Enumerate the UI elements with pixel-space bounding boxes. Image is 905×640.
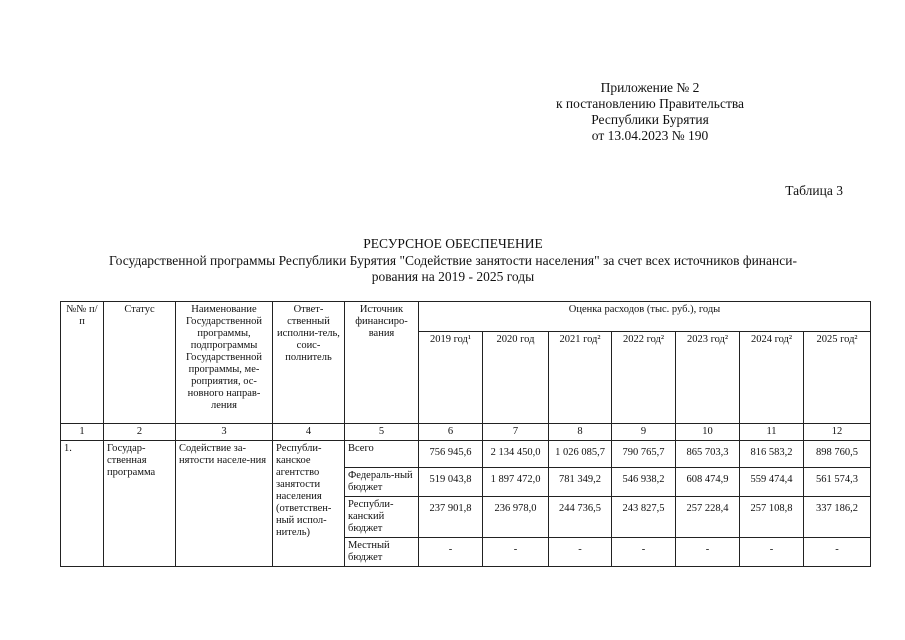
- column-number: 7: [483, 424, 549, 441]
- column-number: 8: [549, 424, 612, 441]
- column-number: 3: [176, 424, 273, 441]
- cell-value: 756 945,6: [419, 441, 483, 468]
- cell-value: 898 760,5: [804, 441, 871, 468]
- row-status: Государ-ственная программа: [104, 441, 176, 567]
- cell-value: 816 583,2: [740, 441, 804, 468]
- row-name: Содействие за-нятости населе-ния: [176, 441, 273, 567]
- cell-value: -: [804, 538, 871, 567]
- appendix-line-2: к постановлению Правительства: [555, 96, 745, 111]
- cell-value: 236 978,0: [483, 497, 549, 538]
- cell-value: 2 134 450,0: [483, 441, 549, 468]
- cell-value: 865 703,3: [676, 441, 740, 468]
- cell-value: -: [549, 538, 612, 567]
- row-source: Всего: [345, 441, 419, 468]
- header-year: 2019 год¹: [419, 332, 483, 424]
- cell-value: 237 901,8: [419, 497, 483, 538]
- row-responsible: Республи-канское агентство занятости населения (ответствен-ный испол-нитель): [273, 441, 345, 567]
- cell-value: 559 474,4: [740, 468, 804, 497]
- cell-value: 337 186,2: [804, 497, 871, 538]
- cell-value: -: [483, 538, 549, 567]
- cell-value: -: [676, 538, 740, 567]
- table-number: Таблица 3: [785, 183, 843, 198]
- header-responsible: Ответ-ственный исполни-тель, соис-полнитель: [273, 302, 345, 424]
- header-year: 2020 год: [483, 332, 549, 424]
- table-row: [61, 441, 871, 468]
- column-number: 5: [345, 424, 419, 441]
- cell-value: 1 897 472,0: [483, 468, 549, 497]
- header-year: 2021 год²: [549, 332, 612, 424]
- title-line-2: Государственной программы Республики Бурятия "Содействие занятости населения" за счет всех источников финанси-: [109, 252, 797, 268]
- title-line-1: РЕСУРСНОЕ ОБЕСПЕЧЕНИЕ: [363, 236, 543, 251]
- cell-value: 257 228,4: [676, 497, 740, 538]
- cell-value: -: [740, 538, 804, 567]
- header-status: Статус: [104, 302, 176, 424]
- header-year: 2023 год²: [676, 332, 740, 424]
- appendix-line-4: от 13.04.2023 № 190: [591, 128, 709, 143]
- column-number: 9: [612, 424, 676, 441]
- cell-value: 243 827,5: [612, 497, 676, 538]
- column-number: 11: [740, 424, 804, 441]
- header-year: 2025 год²: [804, 332, 871, 424]
- header-estimate: Оценка расходов (тыс. руб.), годы: [419, 302, 871, 332]
- cell-value: 257 108,8: [740, 497, 804, 538]
- cell-value: 561 574,3: [804, 468, 871, 497]
- column-number: 1: [61, 424, 104, 441]
- header-source: Источник финансиро-вания: [345, 302, 419, 424]
- header-year: 2022 год²: [612, 332, 676, 424]
- appendix-line-1: Приложение № 2: [600, 80, 700, 95]
- cell-value: 608 474,9: [676, 468, 740, 497]
- column-number: 12: [804, 424, 871, 441]
- cell-value: -: [419, 538, 483, 567]
- cell-value: 790 765,7: [612, 441, 676, 468]
- column-number: 4: [273, 424, 345, 441]
- cell-value: -: [612, 538, 676, 567]
- row-source: Местный бюджет: [345, 538, 419, 567]
- row-number: 1.: [61, 441, 104, 567]
- row-source: Федераль-ный бюджет: [345, 468, 419, 497]
- header-year: 2024 год²: [740, 332, 804, 424]
- header-name: Наименование Государственной программы, подпрограммы Государственной программы, ме-роприятия, ос-новного направ-ления: [176, 302, 273, 424]
- cell-value: 1 026 085,7: [549, 441, 612, 468]
- title-line-3: рования на 2019 - 2025 годы: [371, 269, 535, 284]
- cell-value: 781 349,2: [549, 468, 612, 497]
- appendix-line-3: Республики Бурятия: [591, 112, 709, 127]
- column-number: 6: [419, 424, 483, 441]
- cell-value: 519 043,8: [419, 468, 483, 497]
- column-number: 10: [676, 424, 740, 441]
- row-source: Республи-канский бюджет: [345, 497, 419, 538]
- resource-table: [60, 301, 871, 567]
- column-number: 2: [104, 424, 176, 441]
- document-title: [58, 236, 848, 286]
- cell-value: 244 736,5: [549, 497, 612, 538]
- header-num: №№ п/п: [61, 302, 104, 424]
- appendix-header: [500, 80, 800, 144]
- cell-value: 546 938,2: [612, 468, 676, 497]
